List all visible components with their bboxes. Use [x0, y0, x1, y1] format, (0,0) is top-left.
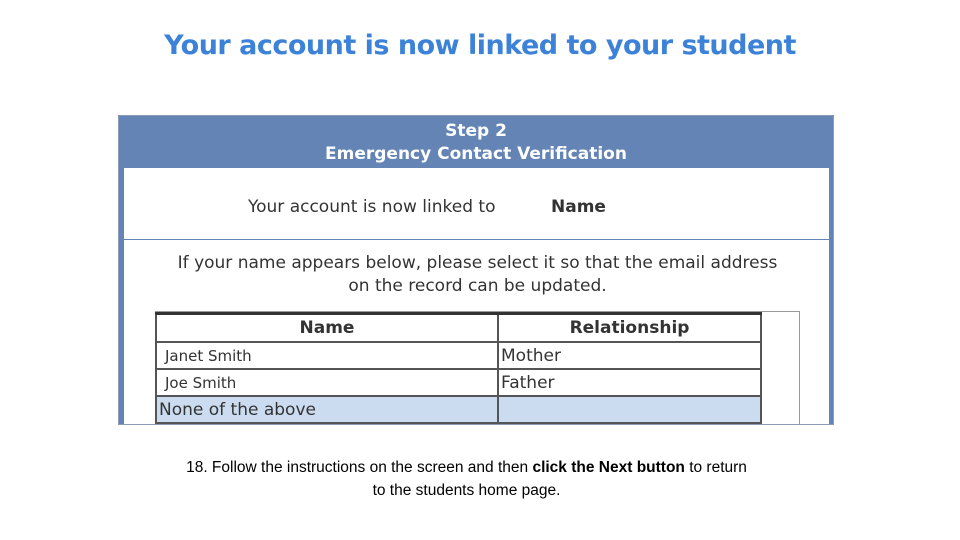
contacts-table-container — [155, 311, 800, 425]
step-label: Step 2 — [445, 121, 507, 141]
contact-name-cell[interactable]: Janet Smith — [156, 342, 498, 369]
linked-student-name: Name — [551, 197, 606, 217]
contacts-table — [155, 312, 762, 424]
instructions-line-2: on the record can be updated. — [348, 276, 607, 296]
step-caption — [100, 456, 833, 502]
table-header-row — [156, 314, 761, 343]
step-header — [119, 116, 833, 168]
caption-suffix: to return — [684, 459, 747, 476]
caption-bold: click the Next button — [532, 459, 685, 476]
instructions-line-1: If your name appears below, please select it so that the email address — [177, 253, 778, 273]
column-header-relationship: Relationship — [498, 314, 761, 343]
caption-line-2: to the students home page. — [372, 482, 561, 499]
caption-prefix: 18. Follow the instructions on the screen and then — [186, 459, 533, 476]
linked-status-row — [124, 168, 831, 240]
slide-title: Your account is now linked to your student — [164, 30, 796, 61]
table-row[interactable] — [156, 342, 761, 369]
contact-name-cell[interactable]: Joe Smith — [156, 369, 498, 396]
emergency-contact-screenshot — [118, 115, 834, 425]
table-row-none-of-the-above[interactable] — [156, 396, 761, 423]
selection-instructions — [124, 252, 831, 298]
contact-name-cell[interactable]: None of the above — [156, 396, 498, 423]
linked-status-text: Your account is now linked to — [248, 197, 496, 217]
relationship-cell[interactable]: Mother — [498, 342, 761, 369]
relationship-cell[interactable]: Father — [498, 369, 761, 396]
column-header-name: Name — [156, 314, 498, 343]
table-row[interactable] — [156, 369, 761, 396]
relationship-cell[interactable] — [498, 396, 761, 423]
step-title: Emergency Contact Verification — [325, 144, 627, 164]
